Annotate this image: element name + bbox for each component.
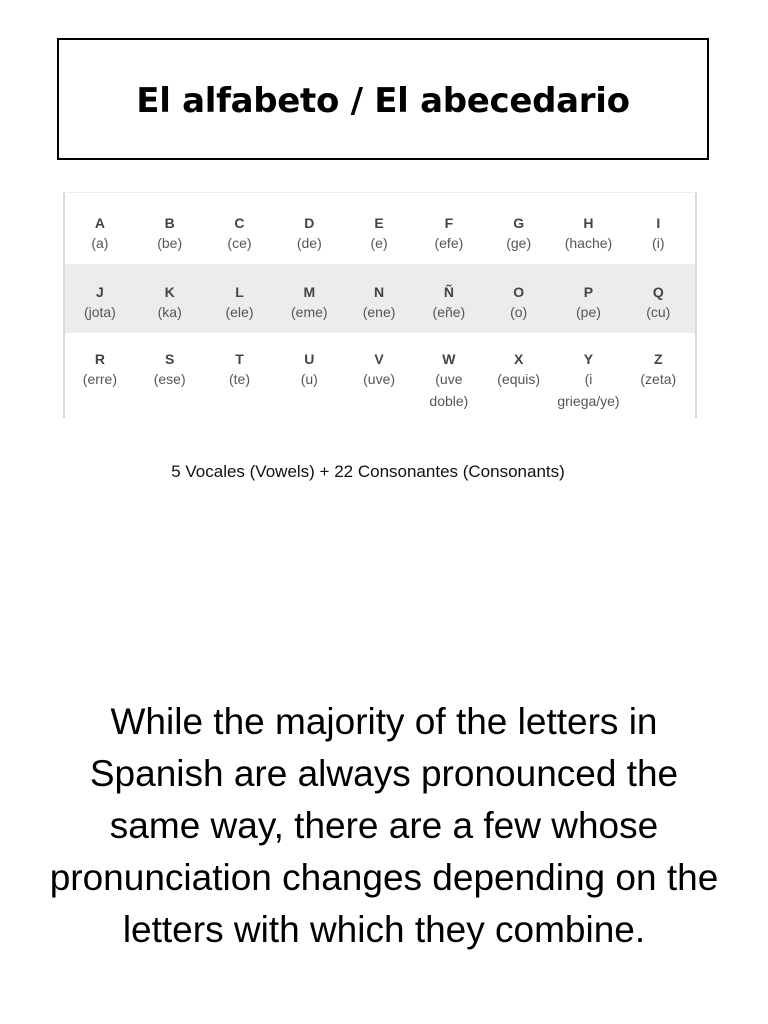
letter-name: (ese) xyxy=(153,371,186,387)
alphabet-cell xyxy=(623,264,693,333)
alphabet-cell xyxy=(414,264,484,333)
letter-name: (a) xyxy=(91,235,109,251)
letter-name: (zeta) xyxy=(640,371,677,387)
alphabet-cell xyxy=(205,193,275,264)
alphabet-cell xyxy=(554,193,624,264)
alphabet-cell xyxy=(484,193,554,264)
letter-name: (hache) xyxy=(564,235,613,251)
alphabet-cell xyxy=(344,193,414,264)
letter: K xyxy=(164,284,175,300)
alphabet-row xyxy=(65,333,695,419)
letter-name: (eme) xyxy=(291,304,328,320)
letter: Y xyxy=(583,351,594,367)
letter: M xyxy=(303,284,316,300)
letter-name: (e) xyxy=(370,235,388,251)
vowel-consonant-count: 5 Vocales (Vowels) + 22 Consonantes (Consonants) xyxy=(171,462,565,481)
letter: R xyxy=(94,351,105,367)
letter-name: (efe) xyxy=(434,235,464,251)
letter-name: (u) xyxy=(300,371,318,387)
alphabet-cell xyxy=(205,333,275,419)
letter: E xyxy=(374,215,384,231)
letter: J xyxy=(96,284,104,300)
letter-name: (erre) xyxy=(82,371,118,387)
letter-name: (be) xyxy=(157,235,183,251)
letter: P xyxy=(583,284,594,300)
alphabet-cell xyxy=(274,333,344,419)
alphabet-cell xyxy=(344,333,414,419)
letter: N xyxy=(374,284,385,300)
alphabet-table xyxy=(63,192,697,418)
letter: U xyxy=(304,351,315,367)
letter: H xyxy=(583,215,594,231)
letter: W xyxy=(442,351,456,367)
letter-name: (eñe) xyxy=(432,304,466,320)
letter: A xyxy=(94,215,105,231)
letter-name: (ene) xyxy=(362,304,396,320)
alphabet-cell xyxy=(414,333,484,419)
alphabet-cell xyxy=(623,333,693,419)
page-title: El alfabeto / El abecedario xyxy=(136,81,630,121)
letter: V xyxy=(374,351,384,367)
pronunciation-paragraph: While the majority of the letters in Spanish are always pronounced the same way, there are a few whose pronunciation changes depending on the letters with which they combine. xyxy=(49,701,719,950)
alphabet-cell xyxy=(274,193,344,264)
alphabet-cell xyxy=(274,264,344,333)
alphabet-cell xyxy=(135,333,205,419)
alphabet-cell xyxy=(205,264,275,333)
alphabet-cell xyxy=(135,264,205,333)
alphabet-cell xyxy=(414,193,484,264)
letter-name: (uve) xyxy=(363,371,396,387)
letter: G xyxy=(513,215,525,231)
letter: X xyxy=(514,351,524,367)
letter-name: (pe) xyxy=(576,304,601,320)
letter-name: (ka) xyxy=(157,304,182,320)
letter: B xyxy=(164,215,175,231)
alphabet-cell xyxy=(65,333,135,419)
letter: O xyxy=(513,284,525,300)
letter: Ñ xyxy=(443,284,454,300)
letter: Z xyxy=(653,351,663,367)
letter-name: (equis) xyxy=(497,371,541,387)
letter-name: (i griega/ye) xyxy=(557,371,620,409)
letter: Q xyxy=(652,284,664,300)
letter: T xyxy=(235,351,244,367)
letter: C xyxy=(234,215,245,231)
alphabet-cell xyxy=(623,193,693,264)
alphabet-cell xyxy=(135,193,205,264)
alphabet-cell xyxy=(344,264,414,333)
letter-name: (ele) xyxy=(225,304,254,320)
alphabet-cell xyxy=(65,193,135,264)
alphabet-row xyxy=(65,193,695,264)
letter-name: (jota) xyxy=(83,304,116,320)
letter: D xyxy=(304,215,315,231)
letter: L xyxy=(235,284,244,300)
alphabet-cell xyxy=(554,264,624,333)
letter: I xyxy=(656,215,661,231)
letter-name: (ce) xyxy=(227,235,252,251)
letter-name: (uve doble) xyxy=(429,371,469,409)
alphabet-cell xyxy=(554,333,624,419)
alphabet-cell xyxy=(65,264,135,333)
letter-name: (o) xyxy=(510,304,528,320)
title-box xyxy=(57,38,709,160)
alphabet-cell xyxy=(484,333,554,419)
letter-name: (de) xyxy=(296,235,322,251)
letter-name: (te) xyxy=(228,371,250,387)
alphabet-cell xyxy=(484,264,554,333)
letter: S xyxy=(165,351,175,367)
letter-name: (cu) xyxy=(646,304,671,320)
alphabet-row xyxy=(65,264,695,333)
letter-name: (i) xyxy=(652,235,665,251)
letter: F xyxy=(444,215,454,231)
letter-name: (ge) xyxy=(506,235,532,251)
